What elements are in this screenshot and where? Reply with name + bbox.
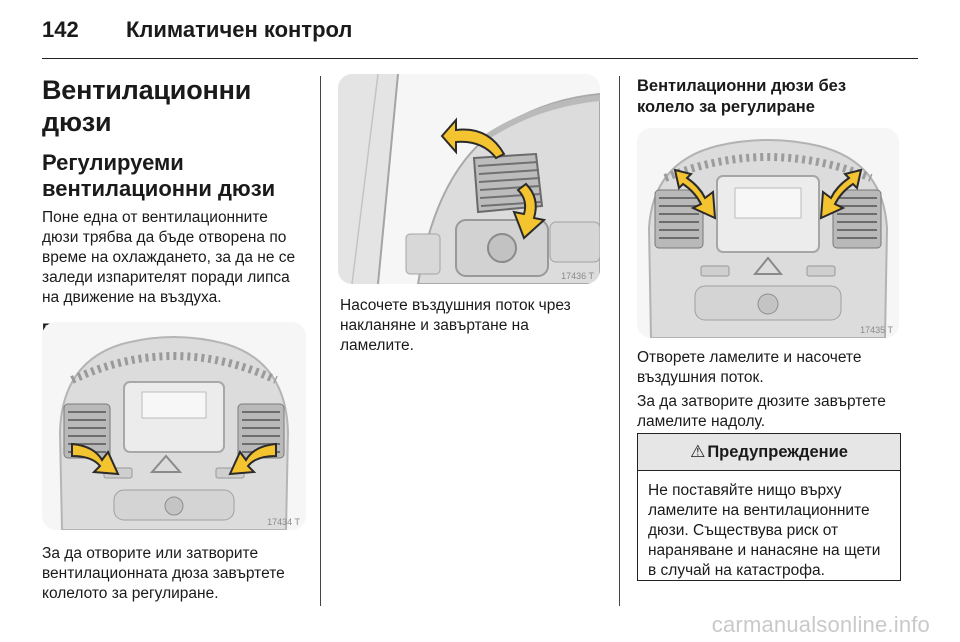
warning-icon: ⚠ (690, 442, 706, 461)
open-vents-caption: Отворете ламелите и насочете въздушния поток. (637, 349, 862, 386)
warning-title: Предупреждение (707, 442, 848, 461)
figure-side-vent (338, 74, 600, 284)
warning-box (637, 433, 901, 581)
right-vent-icon (833, 190, 881, 248)
section-title: Вентилационни дюзи (42, 75, 252, 137)
left-vent-icon (655, 190, 703, 248)
watermark: carmanualsonline.info (711, 612, 930, 637)
subsection-title: Регулируеми вентилационни дюзи (42, 150, 276, 201)
figure-code: 17434 T (267, 517, 300, 527)
column-divider-2 (619, 76, 620, 606)
chapter-title: Климатичен контрол (126, 17, 353, 42)
page-number: 142 (42, 17, 79, 42)
header-rule (42, 58, 918, 59)
warning-text: Не поставяйте нищо върху ламелите на вентилационните дюзи. Съществува риск от нараняване и нанасяне на щети в случай на катастрофа. (648, 482, 881, 579)
figure-caption: За да отворите или затворите вентилационната дюза завъртете колелото за регулиране. (42, 545, 285, 602)
page-header (42, 14, 352, 46)
figure-code: 17435 T (860, 325, 893, 335)
intro-paragraph: Поне една от вентилационните дюзи трябва да бъде отворена по време на охлаждането, за да не се заледи изпарителят поради липса на движение на въздуха. (42, 209, 296, 306)
figure-vents-without-wheel (637, 128, 899, 338)
left-column (42, 74, 306, 362)
column-divider-1 (320, 76, 321, 606)
warning-header (638, 434, 900, 471)
figure-vents-with-wheel (42, 322, 306, 530)
close-vents-caption: За да затворите дюзите завъртете ламелите надолу. (637, 393, 886, 430)
no-wheel-vents-heading: Вентилационни дюзи без колело за регулиране (637, 77, 847, 116)
figure-caption: Насочете въздушния поток чрез накланяне и завъртане на ламелите. (340, 297, 571, 354)
figure-code: 17436 T (561, 271, 594, 281)
